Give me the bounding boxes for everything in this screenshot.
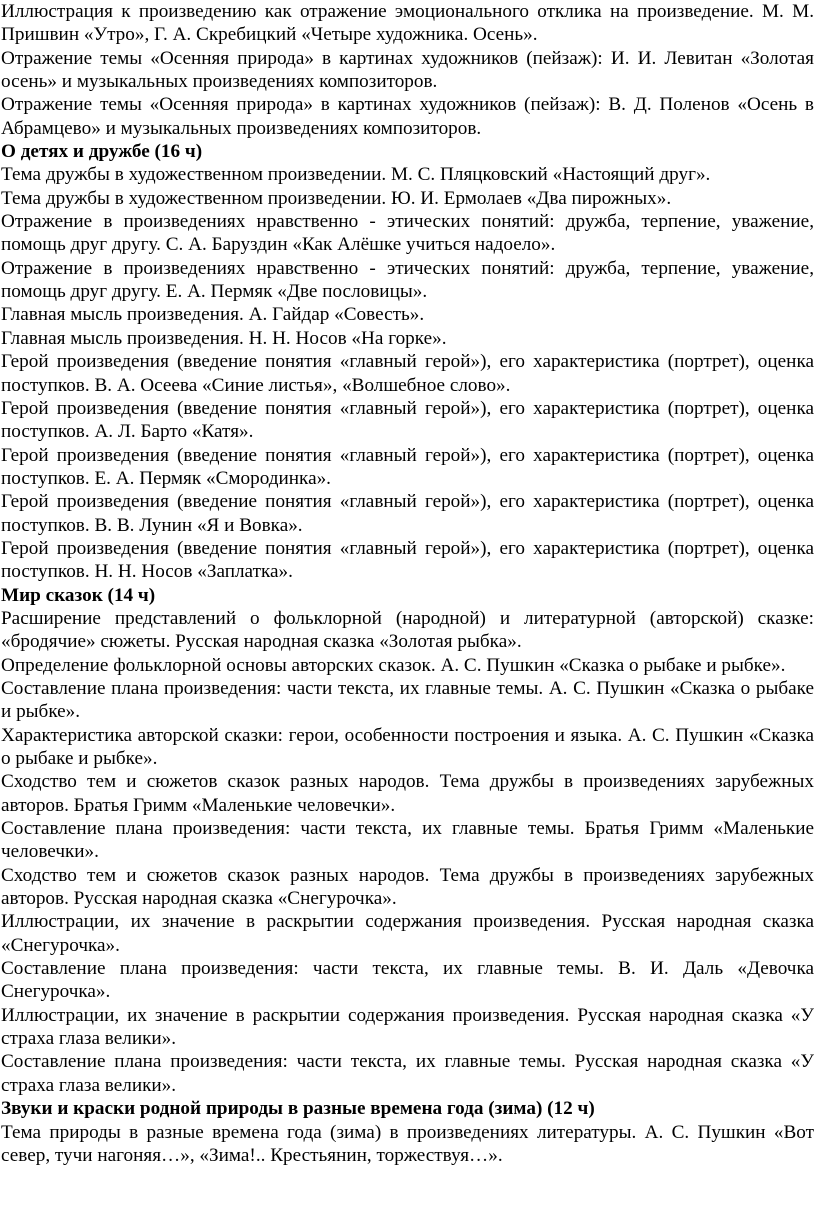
paragraph: Отражение темы «Осенняя природа» в картинах художников (пейзаж): И. И. Левитан «Золотая осень» и музыкальных произведениях композиторов. [1,47,814,93]
paragraph: Сходство тем и сюжетов сказок разных народов. Тема дружбы в произведениях зарубежных авторов. Братья Гримм «Маленькие человечки». [1,771,814,816]
paragraph: Тема природы в разные времена года (зима) в произведениях литературы. А. С. Пушкин «Вот север, тучи нагоняя…», «Зима!.. Крестьянин, торжествуя…». [1,1121,814,1166]
paragraph: Расширение представлений о фольклорной (народной) и литературной (авторской) сказке: «бродячие» сюжеты. Русская народная сказка «Золотая рыбка». [1,607,814,653]
paragraph: Главная мысль произведения. Н. Н. Носов «На горке». [1,327,447,349]
paragraph: Отражение в произведениях нравственно - этических понятий: дружба, терпение, уважение, помощь друг другу. С. А. Баруздин «Как Алёшке учиться надоело». [1,211,814,256]
paragraph: Герой произведения (введение понятия «главный герой»), его характеристика (портрет), оценка поступков. В. А. Осеева «Синие листья», «Волшебное слово». [1,351,814,396]
paragraph: Тема дружбы в художественном произведении. М. С. Пляцковский «Настоящий друг». [1,164,711,186]
paragraph: Отражение в произведениях нравственно - этических понятий: дружба, терпение, уважение, помощь друг другу. Е. А. Пермяк «Две пословицы». [1,257,814,303]
paragraph: Отражение темы «Осенняя природа» в картинах художников (пейзаж): В. Д. Поленов «Осень в Абрамцево» и музыкальных произведениях композиторов. [1,94,814,139]
paragraph: Составление плана произведения: части текста, их главные темы. А. С. Пушкин «Сказка о рыбаке и рыбке». [1,677,814,723]
paragraph: Сходство тем и сюжетов сказок разных народов. Тема дружбы в произведениях зарубежных авторов. Русская народная сказка «Снегурочка». [1,864,814,910]
paragraph: Иллюстрации, их значение в раскрытии содержания произведения. Русская народная сказка «У страха глаза велики». [1,1004,814,1050]
section-heading: О детях и дружбе (16 ч) [1,141,203,163]
paragraph: Составление плана произведения: части текста, их главные темы. Братья Гримм «Маленькие человечки». [1,818,814,863]
section-heading: Звуки и краски родной природы в разные времена года (зима) (12 ч) [1,1098,595,1120]
section-heading: Мир сказок (14 ч) [1,584,156,606]
paragraph: Определение фольклорной основы авторских сказок. А. С. Пушкин «Сказка о рыбаке и рыбке». [1,654,786,676]
paragraph: Составление плана произведения: части текста, их главные темы. В. И. Даль «Девочка Снегурочка». [1,958,814,1003]
paragraph: Герой произведения (введение понятия «главный герой»), его характеристика (портрет), оценка поступков. В. В. Лунин «Я и Вовка». [1,491,814,536]
paragraph: Тема дружбы в художественном произведении. Ю. И. Ермолаев «Два пирожных». [1,187,672,209]
paragraph: Герой произведения (введение понятия «главный герой»), его характеристика (портрет), оценка поступков. Н. Н. Носов «Заплатка». [1,537,814,583]
paragraph: Главная мысль произведения. А. Гайдар «Совесть». [1,304,425,326]
paragraph: Иллюстрация к произведению как отражение эмоционального отклика на произведение. М. М. Пришвин «Утро», Г. А. Скребицкий «Четыре художника. Осень». [1,1,814,46]
paragraph: Герой произведения (введение понятия «главный герой»), его характеристика (портрет), оценка поступков. А. Л. Барто «Катя». [1,397,814,443]
paragraph: Составление плана произведения: части текста, их главные темы. Русская народная сказка «У страха глаза велики». [1,1051,814,1096]
paragraph: Характеристика авторской сказки: герои, особенности построения и языка. А. С. Пушкин «Сказка о рыбаке и рыбке». [1,724,814,769]
paragraph: Иллюстрации, их значение в раскрытии содержания произведения. Русская народная сказка «Снегурочка». [1,911,814,956]
paragraph: Герой произведения (введение понятия «главный герой»), его характеристика (портрет), оценка поступков. Е. А. Пермяк «Смородинка». [1,444,814,489]
